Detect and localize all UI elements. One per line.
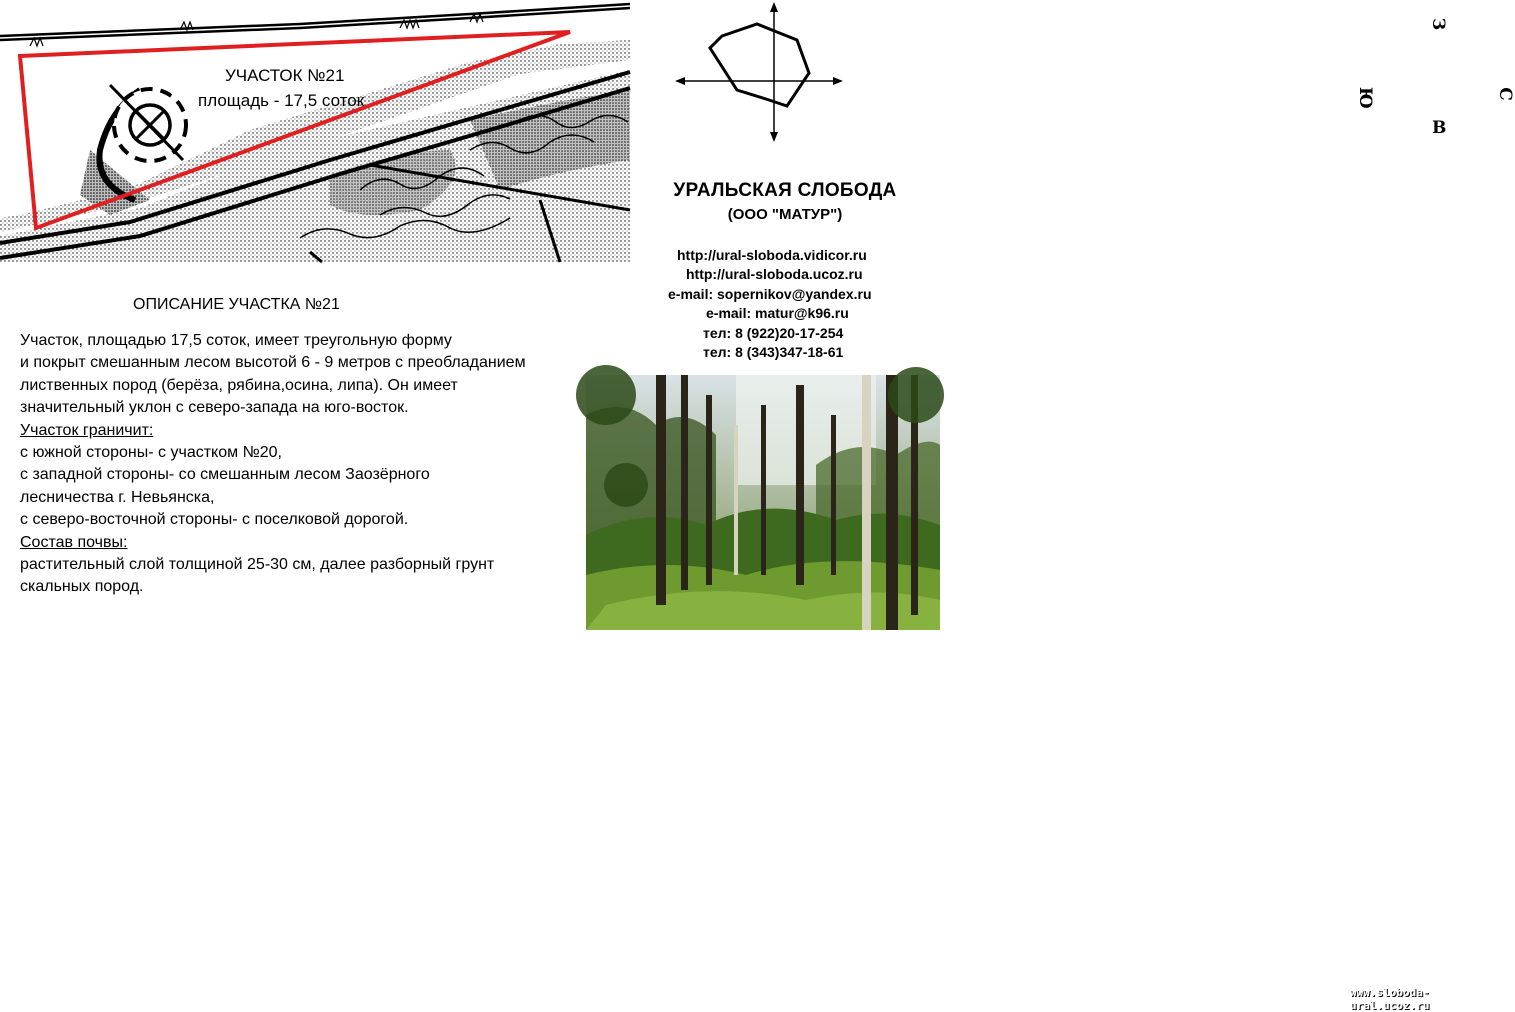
company-block [630,180,940,223]
description-line: и покрыт смешанным лесом высотой 6 - 9 метров с преобладанием [20,354,526,372]
border-line: лесничества г. Невьянска, [20,488,215,506]
compass-north-label: З [1428,17,1449,31]
compass-east-label: С [1494,87,1515,101]
website-link[interactable]: http://ural-sloboda.vidicor.ru [677,247,867,263]
website-link[interactable]: http://ural-sloboda.ucoz.ru [686,266,863,282]
soil-line: растительный слой толщиной 25-30 см, далее разборный грунт [20,556,495,574]
orientation-diagram [670,0,1515,150]
site-plan-drawing [0,0,630,265]
border-line: с северо-восточной стороны- с поселковой дорогой. [20,511,409,529]
soil-heading: Состав почвы: [20,533,128,551]
photo-watermark: www.sloboda-ural.ucoz.ru [1350,986,1430,1012]
email-link[interactable]: e-mail: sopernikov@yandex.ru [668,286,872,302]
compass-west-label: Ю [1354,87,1375,109]
plot-title: УЧАСТОК №21 [225,66,345,85]
compass-drawing [670,0,860,150]
company-legal-name: (ООО "МАТУР") [727,206,843,223]
site-plan-map [0,0,630,265]
plot-area: площадь - 17,5 соток [198,91,365,110]
border-line: с западной стороны- со смешанным лесом Заозёрного [20,466,430,484]
border-line: с южной стороны- с участком №20, [20,444,282,462]
company-name: УРАЛЬСКАЯ СЛОБОДА [673,180,897,201]
phone-number: тел: 8 (922)20-17-254 [703,325,844,341]
compass-south-label: В [1432,118,1447,138]
description-line: значительный уклон с северо-запада на юго-восток. [20,399,409,417]
description-heading: ОПИСАНИЕ УЧАСТКА №21 [133,296,340,313]
description-line: Участок, площадью 17,5 соток, имеет треугольную форму [20,332,452,349]
email-link[interactable]: e-mail: matur@k96.ru [706,305,849,321]
description-line: лиственных пород (берёза, рябина,осина, липа). Он имеет [20,376,458,394]
forest-illustration [586,375,940,630]
borders-heading: Участок граничит: [20,421,154,439]
plot-description [20,330,620,599]
phone-number: тел: 8 (343)347-18-61 [703,344,844,360]
forest-photo [586,375,1430,1012]
soil-line: скальных пород. [20,578,144,596]
